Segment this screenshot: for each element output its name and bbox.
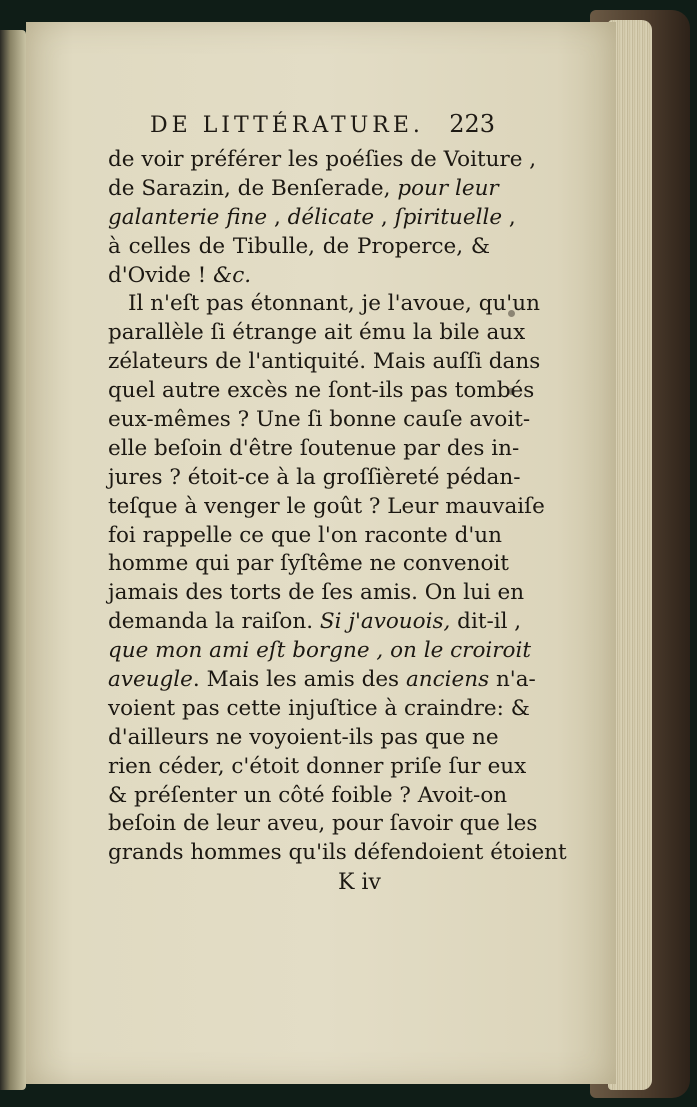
text-run: de voir préférer les poéſies de Voiture , (108, 147, 537, 172)
text-run: foi rappelle ce que l'on raconte d'un (108, 522, 502, 548)
page-number: 223 (449, 110, 495, 138)
text-run: jamais des torts de ſes amis. On lui en (108, 580, 525, 606)
text-run: . Mais les amis des (192, 667, 406, 693)
text-line (108, 262, 490, 291)
text-run: demanda la raiſon. (108, 609, 320, 635)
italic-text: délicate (287, 204, 375, 230)
italic-text: galanterie fine (108, 204, 268, 230)
text-line (108, 493, 545, 522)
text-run: dit-il , (450, 609, 522, 635)
text-run: beſoin de leur aveu, pour ſavoir que les (108, 811, 538, 837)
text-line (108, 608, 522, 637)
text-run: elle beſoin d'être ſoutenue par des in- (108, 435, 520, 461)
text-run: à celles de Tibulle, de Properce, & (108, 233, 490, 259)
text-line (108, 204, 516, 233)
text-line (108, 319, 526, 348)
text-run: homme qui par ſyſtême ne convenoit (108, 551, 509, 577)
text-run: teſque à venger le goût ? Leur mauvaiſe (108, 493, 545, 519)
text-run: rien céder, c'étoit donner priſe ſur eux (108, 753, 527, 779)
text-run: & préſenter un côté foible ? Avoit-on (108, 782, 508, 808)
text-line (108, 175, 499, 204)
text-run: , (502, 204, 516, 230)
italic-text: Si j'avouois, (319, 609, 451, 635)
running-head: DE LITTÉRATURE. (150, 113, 424, 138)
italic-text: ſpirituelle (394, 204, 503, 230)
italic-text: aveugle (108, 667, 193, 693)
text-run: Il n'eſt pas étonnant, je l'avoue, qu'un (128, 291, 540, 317)
text-line (108, 522, 502, 551)
text-run: jures ? étoit-ce à la groſſièreté pédan- (108, 464, 521, 490)
text-line (108, 637, 532, 666)
text-run: grands hommes qu'ils défendoient étoient (108, 840, 567, 866)
text-line (108, 464, 521, 493)
italic-text: anciens (405, 667, 490, 693)
text-run: n'a- (489, 667, 536, 693)
text-line (108, 579, 525, 608)
text-line (108, 290, 540, 319)
text-line (108, 724, 499, 753)
page-header (150, 110, 495, 144)
text-run: , (374, 204, 395, 230)
text-run: de Sarazin, de Benſerade, (108, 175, 398, 201)
text-line (108, 146, 537, 175)
text-run: , (267, 204, 288, 230)
text-line (108, 839, 567, 868)
text-line (108, 377, 535, 406)
text-line (108, 348, 541, 377)
text-run: parallèle ſi étrange ait ému la bile aux (108, 320, 526, 346)
body-text (108, 146, 567, 868)
italic-text: pour leur (397, 175, 499, 201)
text-line (108, 550, 509, 579)
text-run: voient pas cette injuſtice à craindre: & (108, 695, 530, 721)
text-run: eux-mêmes ? Une ſi bonne cauſe avoit- (108, 407, 531, 433)
facing-page-edge (0, 30, 26, 1090)
text-run: zélateurs de l'antiquité. Mais auſſi dans (108, 349, 541, 375)
text-line (108, 695, 530, 724)
italic-text: &c. (213, 262, 252, 288)
signature-mark: K iv (338, 870, 381, 895)
text-run: d'Ovide ! (108, 262, 214, 288)
text-run: quel autre excès ne ſont-ils pas tombés (108, 378, 535, 404)
text-line (108, 406, 531, 435)
text-line (108, 435, 520, 464)
text-line (108, 753, 527, 782)
text-line (108, 782, 508, 811)
text-line (108, 810, 538, 839)
text-line (108, 666, 536, 695)
text-run: d'ailleurs ne voyoient-ils pas que ne (108, 724, 499, 750)
italic-text: que mon ami eſt borgne , on le croiroit (108, 638, 532, 664)
text-line (108, 233, 490, 262)
